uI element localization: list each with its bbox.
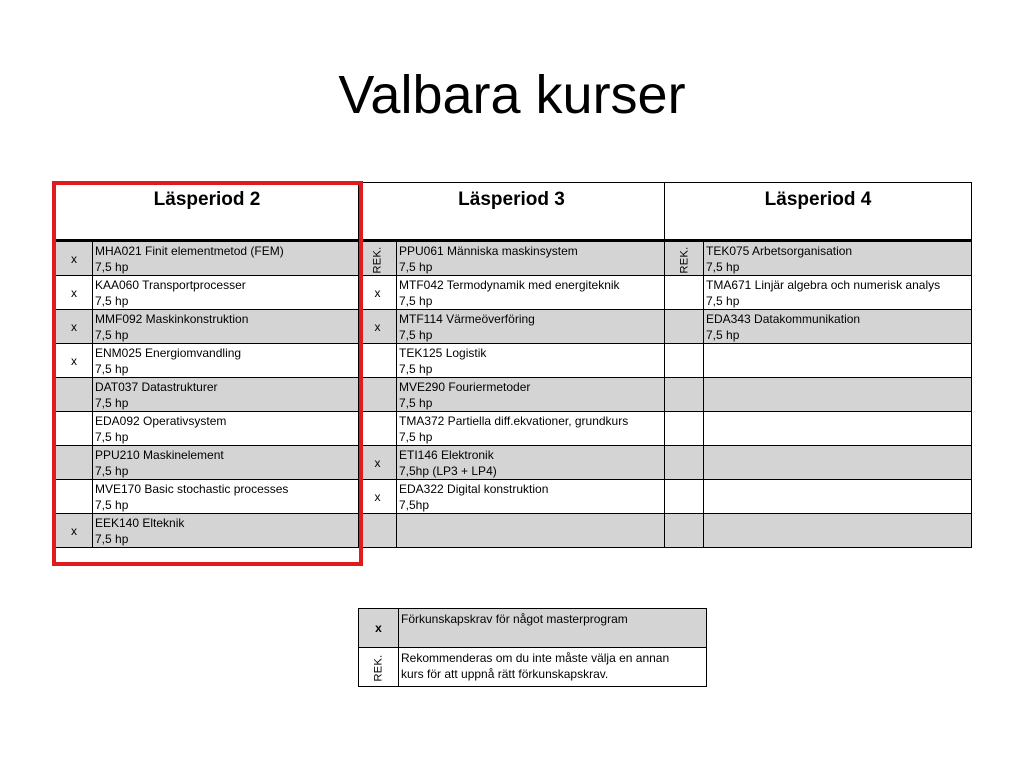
course-credits: 7,5 hp bbox=[95, 396, 129, 410]
course-name: MVE170 Basic stochastic processes bbox=[95, 482, 289, 496]
course-row bbox=[56, 480, 972, 514]
course-credits: 7,5 hp bbox=[95, 498, 129, 512]
course-cell-p2 bbox=[93, 480, 359, 514]
course-cell-p3 bbox=[397, 514, 665, 548]
mark-cell-p3 bbox=[359, 514, 397, 548]
course-cell-p4 bbox=[704, 344, 972, 378]
prerequisite-mark: x bbox=[71, 319, 77, 334]
prerequisite-mark: x bbox=[71, 285, 77, 300]
mark-cell-p3 bbox=[359, 241, 397, 276]
course-credits: 7,5 hp bbox=[95, 294, 129, 308]
mark-cell-p3 bbox=[359, 446, 397, 480]
prerequisite-mark: x bbox=[374, 285, 381, 300]
course-cell-p3 bbox=[397, 412, 665, 446]
mark-cell-p2 bbox=[56, 480, 93, 514]
course-name: PPU210 Maskinelement bbox=[95, 448, 224, 462]
header-row bbox=[56, 183, 972, 241]
course-name: EDA343 Datakommunikation bbox=[706, 312, 861, 326]
course-cell-p3 bbox=[397, 378, 665, 412]
course-row bbox=[56, 412, 972, 446]
course-row bbox=[56, 514, 972, 548]
course-cell-p4 bbox=[704, 480, 972, 514]
mark-cell-p2 bbox=[56, 412, 93, 446]
legend-row-prerequisite bbox=[359, 609, 707, 648]
course-credits: 7,5 hp bbox=[95, 260, 129, 274]
mark-cell-p4 bbox=[665, 446, 704, 480]
header-period-4: Läsperiod 4 bbox=[665, 183, 972, 241]
mark-cell-p2 bbox=[56, 310, 93, 344]
mark-cell-p2 bbox=[56, 378, 93, 412]
legend-rek-text bbox=[399, 648, 707, 687]
course-cell-p2 bbox=[93, 412, 359, 446]
course-cell-p2 bbox=[93, 378, 359, 412]
course-name: TEK125 Logistik bbox=[399, 346, 487, 360]
course-name: DAT037 Datastrukturer bbox=[95, 380, 218, 394]
course-credits: 7,5 hp bbox=[399, 328, 433, 342]
course-credits: 7,5 hp bbox=[95, 532, 129, 546]
course-credits: 7,5 hp bbox=[706, 294, 740, 308]
recommended-mark: REK. bbox=[371, 246, 384, 273]
course-cell-p4 bbox=[704, 514, 972, 548]
course-cell-p3 bbox=[397, 344, 665, 378]
mark-cell-p3 bbox=[359, 378, 397, 412]
legend-x-mark: x bbox=[359, 609, 399, 648]
mark-cell-p4 bbox=[665, 241, 704, 276]
legend-x-text: Förkunskapskrav för något masterprogram bbox=[399, 609, 707, 648]
course-cell-p2 bbox=[93, 276, 359, 310]
legend-rek-mark-cell bbox=[359, 648, 399, 687]
mark-cell-p3 bbox=[359, 310, 397, 344]
course-name: MMF092 Maskinkonstruktion bbox=[95, 312, 249, 326]
course-cell-p3 bbox=[397, 276, 665, 310]
course-cell-p4 bbox=[704, 378, 972, 412]
course-row bbox=[56, 344, 972, 378]
mark-cell-p4 bbox=[665, 310, 704, 344]
mark-cell-p4 bbox=[665, 480, 704, 514]
course-cell-p4 bbox=[704, 241, 972, 276]
course-name: EEK140 Elteknik bbox=[95, 516, 185, 530]
mark-cell-p2 bbox=[56, 514, 93, 548]
course-name: MTF114 Värmeöverföring bbox=[399, 312, 535, 326]
prerequisite-mark: x bbox=[374, 455, 381, 470]
course-cell-p2 bbox=[93, 446, 359, 480]
legend-row-recommended bbox=[359, 648, 707, 687]
course-cell-p2 bbox=[93, 310, 359, 344]
course-cell-p2 bbox=[93, 241, 359, 276]
course-cell-p2 bbox=[93, 514, 359, 548]
recommended-mark: REK. bbox=[678, 246, 690, 273]
course-name: TEK075 Arbetsorganisation bbox=[706, 244, 853, 258]
legend-rek-text-line-2: kurs för att uppnå rätt förkunskapskrav. bbox=[401, 667, 609, 681]
course-cell-p4 bbox=[704, 276, 972, 310]
course-row bbox=[56, 241, 972, 276]
course-credits: 7,5hp bbox=[399, 498, 430, 512]
course-credits: 7,5 hp bbox=[95, 362, 129, 376]
course-credits: 7,5 hp bbox=[706, 328, 740, 342]
mark-cell-p3 bbox=[359, 412, 397, 446]
course-name: ETI146 Elektronik bbox=[399, 448, 494, 462]
course-credits: 7,5 hp bbox=[95, 430, 129, 444]
course-name: EDA322 Digital konstruktion bbox=[399, 482, 549, 496]
mark-cell-p4 bbox=[665, 344, 704, 378]
course-cell-p3 bbox=[397, 480, 665, 514]
mark-cell-p2 bbox=[56, 276, 93, 310]
header-period-3: Läsperiod 3 bbox=[359, 183, 665, 241]
course-table bbox=[55, 182, 972, 548]
course-row bbox=[56, 276, 972, 310]
course-credits: 7,5 hp bbox=[399, 260, 433, 274]
mark-cell-p3 bbox=[359, 344, 397, 378]
mark-cell-p4 bbox=[665, 276, 704, 310]
course-credits: 7,5 hp bbox=[399, 396, 433, 410]
course-credits: 7,5 hp bbox=[399, 294, 433, 308]
course-name: MVE290 Fouriermetoder bbox=[399, 380, 531, 394]
course-cell-p3 bbox=[397, 241, 665, 276]
slide-title: Valbara kurser bbox=[338, 65, 686, 125]
course-credits: 7,5 hp bbox=[95, 328, 129, 342]
legend-table bbox=[358, 608, 707, 687]
prerequisite-mark: x bbox=[71, 523, 77, 538]
legend-rek-mark: REK. bbox=[372, 654, 385, 681]
mark-cell-p4 bbox=[665, 514, 704, 548]
course-name: TMA671 Linjär algebra och numerisk analys bbox=[706, 278, 941, 292]
course-name: PPU061 Människa maskinsystem bbox=[399, 244, 578, 258]
course-name: EDA092 Operativsystem bbox=[95, 414, 227, 428]
legend-rek-text-line-1: Rekommenderas om du inte måste välja en annan bbox=[401, 651, 670, 665]
prerequisite-mark: x bbox=[374, 489, 381, 504]
course-row bbox=[56, 446, 972, 480]
course-row bbox=[56, 378, 972, 412]
course-cell-p2 bbox=[93, 344, 359, 378]
mark-cell-p3 bbox=[359, 276, 397, 310]
prerequisite-mark: x bbox=[374, 319, 381, 334]
header-period-2: Läsperiod 2 bbox=[56, 183, 359, 241]
course-cell-p4 bbox=[704, 446, 972, 480]
course-name: MTF042 Termodynamik med energiteknik bbox=[399, 278, 620, 292]
course-name: TMA372 Partiella diff.ekvationer, grundkurs bbox=[399, 414, 629, 428]
mark-cell-p3 bbox=[359, 480, 397, 514]
course-name: KAA060 Transportprocesser bbox=[95, 278, 246, 292]
prerequisite-mark: x bbox=[71, 251, 77, 266]
course-credits: 7,5 hp bbox=[399, 430, 433, 444]
course-credits: 7,5 hp bbox=[95, 464, 129, 478]
course-cell-p4 bbox=[704, 310, 972, 344]
course-credits: 7,5 hp bbox=[399, 362, 433, 376]
mark-cell-p4 bbox=[665, 378, 704, 412]
course-name: ENM025 Energiomvandling bbox=[95, 346, 242, 360]
prerequisite-mark: x bbox=[71, 353, 77, 368]
course-credits: 7,5 hp bbox=[706, 260, 740, 274]
course-cell-p3 bbox=[397, 446, 665, 480]
course-cell-p4 bbox=[704, 412, 972, 446]
mark-cell-p2 bbox=[56, 344, 93, 378]
mark-cell-p2 bbox=[56, 241, 93, 276]
mark-cell-p2 bbox=[56, 446, 93, 480]
course-cell-p3 bbox=[397, 310, 665, 344]
mark-cell-p4 bbox=[665, 412, 704, 446]
course-name: MHA021 Finit elementmetod (FEM) bbox=[95, 244, 284, 258]
course-row bbox=[56, 310, 972, 344]
course-credits: 7,5hp (LP3 + LP4) bbox=[399, 464, 497, 478]
